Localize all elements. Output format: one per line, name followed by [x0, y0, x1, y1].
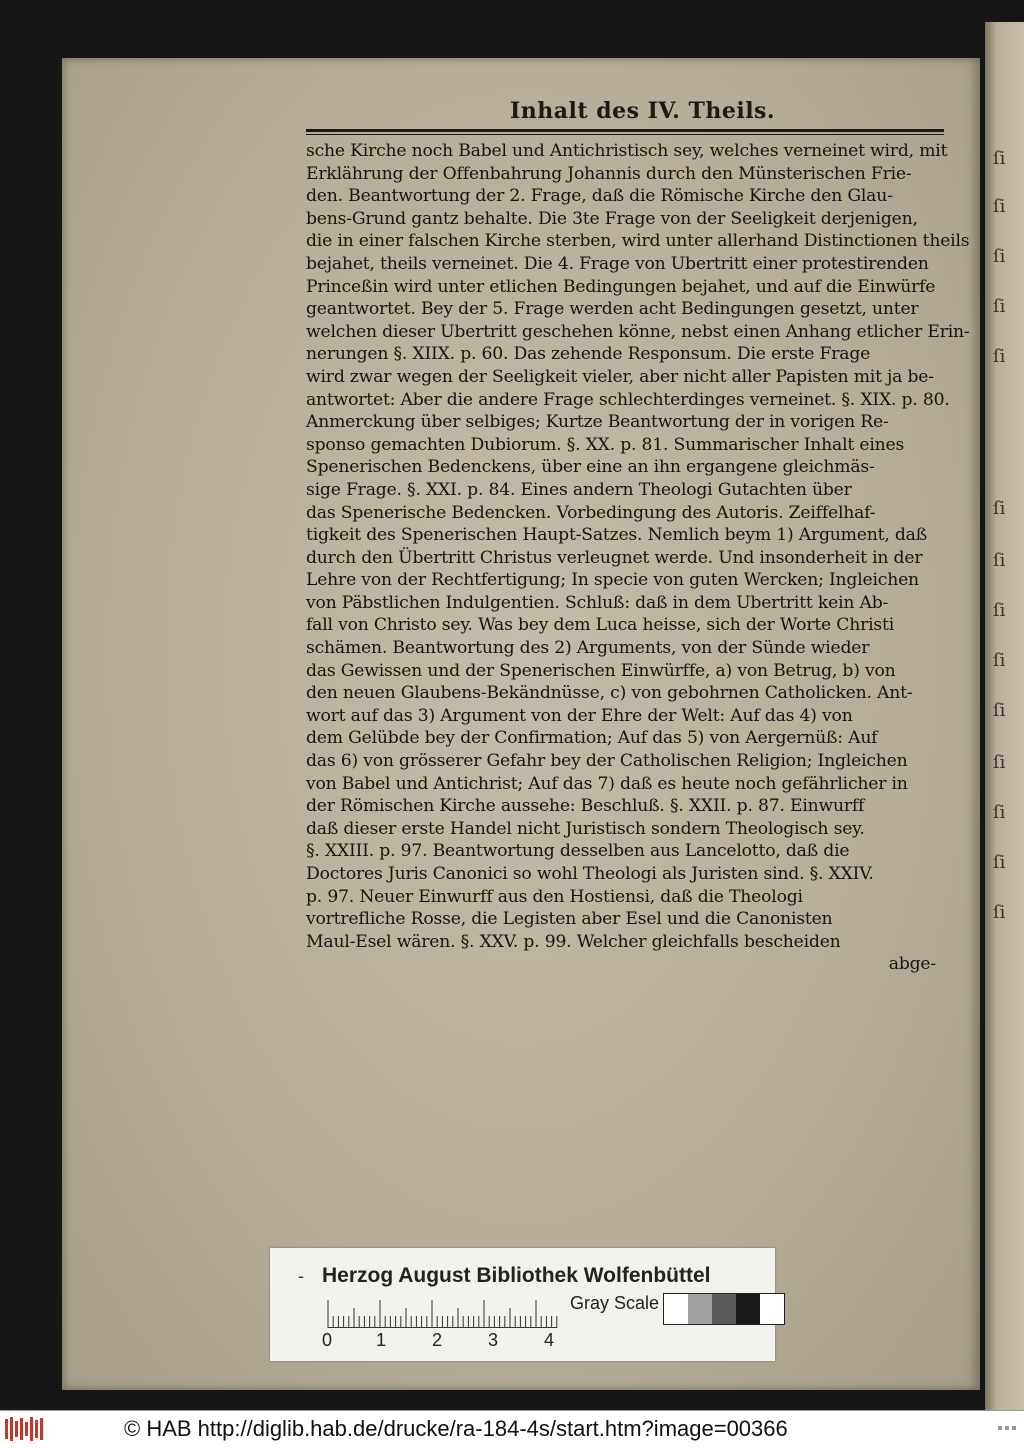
text-line: den. Beantwortung der 2. Frage, daß die Römische Kirche den Glau-	[306, 186, 893, 207]
ruler-number: 3	[488, 1330, 499, 1350]
text-line: schämen. Beantwortung des 2) Arguments, von der Sünde wieder	[306, 638, 870, 659]
text-line: sige Frage. §. XXI. p. 84. Eines andern Theologi Gutachten über	[306, 479, 852, 500]
gray-scale-label: Gray Scale	[570, 1293, 660, 1313]
adjacent-page-glyph: ſi	[993, 498, 1006, 519]
text-line: Spenerischen Bedenckens, über eine an ihn ergangene gleichmäs-	[306, 457, 875, 478]
text-line: vortrefliche Rosse, die Legisten aber Esel und die Canonisten	[306, 909, 833, 930]
text-line: das Gewissen und der Spenerischen Einwürffe, a) von Betrug, b) von	[306, 660, 896, 681]
adjacent-page-glyph: ſi	[993, 802, 1006, 823]
adjacent-page-glyph: ſi	[993, 650, 1006, 671]
ruler-numbers	[320, 1330, 570, 1352]
ruler-number: 2	[432, 1330, 443, 1350]
page-body-text	[306, 140, 970, 976]
adjacent-page-glyph: ſi	[993, 196, 1006, 217]
ruler-scale	[326, 1298, 558, 1328]
text-line: der Römischen Kirche aussehe: Beschluß. §. XXII. p. 87. Einwurff	[306, 796, 865, 817]
text-line: das Spenerische Bedencken. Vorbedingung des Autoris. Zeiffelhaf-	[306, 502, 876, 523]
text-line: geantwortet. Bey der 5. Frage werden acht Bedingungen gesetzt, unter	[306, 299, 919, 320]
text-line: nerungen §. XIIX. p. 60. Das zehende Responsum. Die erste Frage	[306, 344, 871, 365]
gray-swatch	[760, 1294, 784, 1324]
adjacent-page-glyph: ſi	[993, 700, 1006, 721]
adjacent-page-glyph: ſi	[993, 246, 1006, 267]
text-line: Anmerckung über selbiges; Kurtze Beantwortung der in vorigen Re-	[306, 412, 889, 433]
text-line: Erklährung der Offenbahrung Johannis durch den Münsterischen Frie-	[306, 163, 912, 184]
text-line: die in einer falschen Kirche sterben, wird unter allerhand Distinctionen theils	[306, 231, 970, 252]
hab-logo-icon	[4, 1416, 44, 1442]
text-line: welchen dieser Ubertritt geschehen könne, nebst einen Anhang etlicher Erin-	[306, 321, 970, 342]
color-calibration-card	[270, 1248, 775, 1361]
dots-icon	[998, 1423, 1016, 1433]
text-line: wird zwar wegen der Seeligkeit vieler, aber nicht aller Papisten mit ja be-	[306, 366, 934, 387]
gray-scale-swatches	[663, 1293, 785, 1325]
adjacent-page-edge	[985, 22, 1024, 1410]
text-line: Lehre von der Rechtfertigung; In specie von guten Wercken; Ingleichen	[306, 570, 919, 591]
text-line: daß dieser erste Handel nicht Juristisch sondern Theologisch sey.	[306, 818, 865, 839]
text-line: Princeßin wird unter etlichen Bedingungen bejahet, und auf die Einwürfe	[306, 276, 936, 297]
copyright-url[interactable]: © HAB http://diglib.hab.de/drucke/ra-184-4s/start.htm?image=00366	[124, 1416, 788, 1441]
text-line: durch den Übertritt Christus verleugnet werde. Und insonderheit in der	[306, 547, 923, 568]
running-header: Inhalt des IV. Theils.	[510, 98, 776, 124]
text-line: antwortet: Aber die andere Frage schlechterdinges verneinet. §. XIX. p. 80.	[306, 389, 950, 410]
library-name: Herzog August Bibliothek Wolfenbüttel	[322, 1264, 711, 1287]
adjacent-page-glyph: ſi	[993, 148, 1006, 169]
text-line: das 6) von grösserer Gefahr bey der Catholischen Religion; Ingleichen	[306, 751, 908, 772]
text-line: dem Gelübde bey der Confirmation; Auf das 5) von Aergernüß: Auf	[306, 728, 878, 749]
adjacent-page-glyph: ſi	[993, 902, 1006, 923]
text-line: wort auf das 3) Argument von der Ehre der Welt: Auf das 4) von	[306, 705, 853, 726]
text-line: fall von Christo sey. Was bey dem Luca heisse, sich der Worte Christi	[306, 615, 895, 636]
text-line: sponso gemachten Dubiorum. §. XX. p. 81. Summarischer Inhalt eines	[306, 434, 905, 455]
gray-swatch	[688, 1294, 712, 1324]
adjacent-page-glyph: ſi	[993, 550, 1006, 571]
text-line: den neuen Glaubens-Bekändnüsse, c) von gebohrnen Catholicken. Ant-	[306, 683, 913, 704]
header-rule	[306, 129, 944, 132]
adjacent-page-glyph: ſi	[993, 296, 1006, 317]
card-dash: -	[298, 1266, 304, 1286]
text-line: tigkeit des Spenerischen Haupt-Satzes. Nemlich beym 1) Argument, daß	[306, 525, 927, 546]
adjacent-page-glyph: ſi	[993, 852, 1006, 873]
text-line: Maul-Esel wären. §. XXV. p. 99. Welcher gleichfalls bescheiden	[306, 931, 841, 952]
text-line: von Babel und Antichrist; Auf das 7) daß es heute noch gefährlicher in	[306, 773, 908, 794]
gray-swatch	[664, 1294, 688, 1324]
text-line: p. 97. Neuer Einwurff aus den Hostiensi, daß die Theologi	[306, 886, 803, 907]
ruler-number: 0	[322, 1330, 333, 1350]
viewer-footer	[0, 1410, 1024, 1448]
text-line: von Päbstlichen Indulgentien. Schluß: daß in dem Ubertritt kein Ab-	[306, 592, 889, 613]
header-rule-thin	[306, 134, 944, 135]
catchword: abge-	[888, 954, 936, 975]
adjacent-page-glyph: ſi	[993, 752, 1006, 773]
text-line: §. XXIII. p. 97. Beantwortung desselben aus Lancelotto, daß die	[306, 841, 850, 862]
ruler-number: 1	[376, 1330, 387, 1350]
adjacent-page-glyph: ſi	[993, 600, 1006, 621]
text-line: bejahet, theils verneinet. Die 4. Frage von Ubertritt einer protestirenden	[306, 253, 929, 274]
book-page	[62, 58, 980, 1390]
text-line: Doctores Juris Canonici so wohl Theologi als Juristen sind. §. XXIV.	[306, 864, 874, 884]
gray-swatch	[736, 1294, 760, 1324]
adjacent-page-glyph: ſi	[993, 346, 1006, 367]
gray-swatch	[712, 1294, 736, 1324]
text-line: bens-Grund gantz behalte. Die 3te Frage von der Seeligkeit derjenigen,	[306, 208, 918, 229]
ruler-number: 4	[544, 1330, 555, 1350]
text-line: sche Kirche noch Babel und Antichristisch sey, welches verneinet wird, mit	[306, 141, 948, 161]
